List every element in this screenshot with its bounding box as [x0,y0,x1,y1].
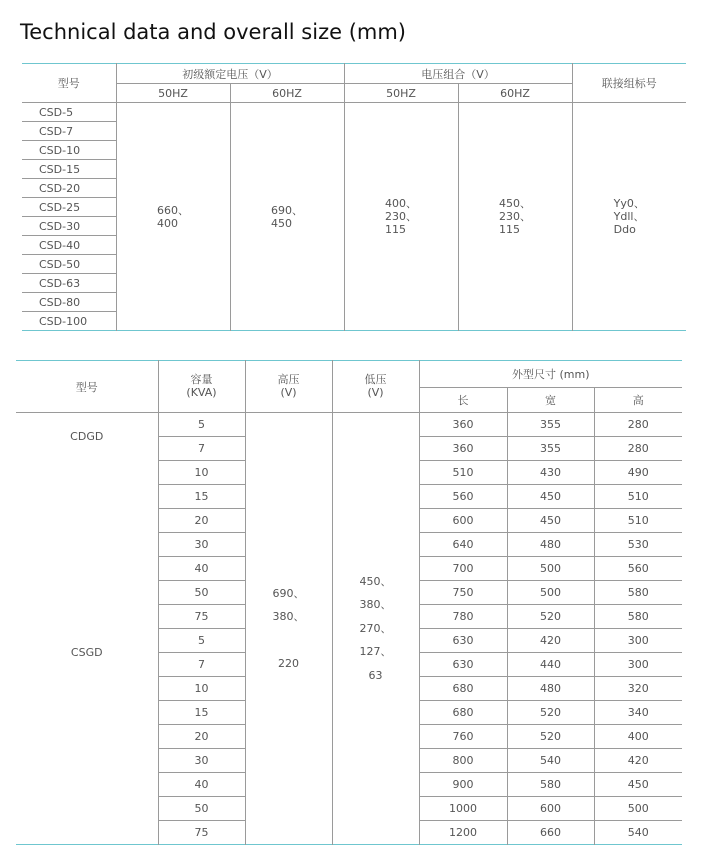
model-cell: CSD-50 [22,255,116,274]
width-cell: 430 [507,461,594,485]
length-cell: 800 [419,749,507,773]
capacity-cell: 40 [158,557,245,581]
primary-50hz-header: 50HZ [116,84,230,103]
model-cell: CSD-100 [39,314,88,328]
capacity-cell: 15 [158,701,245,725]
height-cell: 320 [594,677,682,701]
low-voltage-header: 低压 (V) [332,361,419,413]
length-cell: 600 [419,509,507,533]
width-cell: 540 [507,749,594,773]
connection-group-cell: Yy0、 Ydll、 Ddo [572,103,686,331]
length-cell: 1000 [419,797,507,821]
combo-60hz-header: 60HZ [458,84,572,103]
width-cell: 450 [507,509,594,533]
width-cell: 355 [507,413,594,437]
height-cell: 490 [594,461,682,485]
model-group-cdgd: CDGD [70,430,104,444]
width-cell: 420 [507,629,594,653]
length-header: 长 [419,388,507,413]
capacity-cell: 50 [158,581,245,605]
model-cell: CSD-7 [22,122,116,141]
low-voltage-cell: 450、 380、 270、 127、 63 [332,413,419,845]
combo-50hz-header: 50HZ [344,84,458,103]
primary-voltage-header: 初级额定电压（V） [116,64,344,84]
csd-technical-table [22,63,686,331]
capacity-cell: 15 [158,485,245,509]
model-cell: CSD-40 [22,236,116,255]
length-cell: 750 [419,581,507,605]
model-header: 型号 [22,64,116,103]
model-cell: CSD-15 [22,160,116,179]
width-cell: 580 [507,773,594,797]
length-cell: 700 [419,557,507,581]
capacity-cell: 10 [158,461,245,485]
length-cell: 760 [419,725,507,749]
height-cell: 560 [594,557,682,581]
height-header: 高 [594,388,682,413]
height-cell: 580 [594,605,682,629]
length-cell: 900 [419,773,507,797]
high-voltage-header: 高压 (V) [245,361,332,413]
length-cell: 630 [419,653,507,677]
length-cell: 560 [419,485,507,509]
height-cell: 280 [594,437,682,461]
height-cell: 300 [594,629,682,653]
length-cell: 680 [419,677,507,701]
width-cell: 600 [507,797,594,821]
height-cell: 580 [594,581,682,605]
primary-50hz-cell: 660、 400 [116,103,230,331]
width-cell: 480 [507,533,594,557]
model-header: 型号 [16,361,158,413]
combo-50hz-cell: 400、 230、 115 [344,103,458,331]
high-voltage-cell: 690、 380、 220 [245,413,332,845]
height-cell: 420 [594,749,682,773]
width-header: 宽 [507,388,594,413]
height-cell: 510 [594,485,682,509]
height-cell: 540 [594,821,682,845]
primary-60hz-header: 60HZ [230,84,344,103]
model-cell: CSD-30 [22,217,116,236]
connection-group-header: 联接组标号 [572,64,686,103]
combo-60hz-cell: 450、 230、 115 [458,103,572,331]
capacity-cell: 30 [158,533,245,557]
width-cell: 440 [507,653,594,677]
capacity-cell: 20 [158,509,245,533]
page-title: Technical data and overall size (mm) [20,20,406,44]
height-cell: 340 [594,701,682,725]
height-cell: 400 [594,725,682,749]
model-cell: CSD-10 [22,141,116,160]
width-cell: 480 [507,677,594,701]
voltage-combination-header: 电压组合（V） [344,64,572,84]
length-cell: 360 [419,437,507,461]
model-cell: CSD-63 [22,274,116,293]
length-cell: 1200 [419,821,507,845]
width-cell: 500 [507,557,594,581]
capacity-header: 容量 (KVA) [158,361,245,413]
width-cell: 355 [507,437,594,461]
height-cell: 500 [594,797,682,821]
length-cell: 510 [419,461,507,485]
length-cell: 680 [419,701,507,725]
height-cell: 510 [594,509,682,533]
width-cell: 660 [507,821,594,845]
capacity-cell: 20 [158,725,245,749]
width-cell: 450 [507,485,594,509]
capacity-cell: 5 [158,413,245,437]
model-cell: CSD-20 [22,179,116,198]
length-cell: 640 [419,533,507,557]
width-cell: 520 [507,605,594,629]
model-cell: CSD-5 [22,103,116,122]
length-cell: 780 [419,605,507,629]
dimensions-header: 外型尺寸 (mm) [419,361,682,388]
height-cell: 300 [594,653,682,677]
capacity-cell: 10 [158,677,245,701]
length-cell: 360 [419,413,507,437]
capacity-cell: 75 [158,821,245,845]
model-cell: CSD-80 [22,293,116,312]
capacity-cell: 50 [158,797,245,821]
length-cell: 630 [419,629,507,653]
primary-60hz-cell: 690、 450 [230,103,344,331]
capacity-cell: 5 [158,629,245,653]
height-cell: 450 [594,773,682,797]
height-cell: 280 [594,413,682,437]
capacity-cell: 30 [158,749,245,773]
capacity-cell: 75 [158,605,245,629]
capacity-cell: 7 [158,653,245,677]
capacity-cell: 7 [158,437,245,461]
height-cell: 530 [594,533,682,557]
overall-size-table [16,360,682,845]
width-cell: 520 [507,701,594,725]
model-cell: CSD-25 [22,198,116,217]
model-group-csgd: CSGD [70,645,103,659]
width-cell: 520 [507,725,594,749]
capacity-cell: 40 [158,773,245,797]
width-cell: 500 [507,581,594,605]
